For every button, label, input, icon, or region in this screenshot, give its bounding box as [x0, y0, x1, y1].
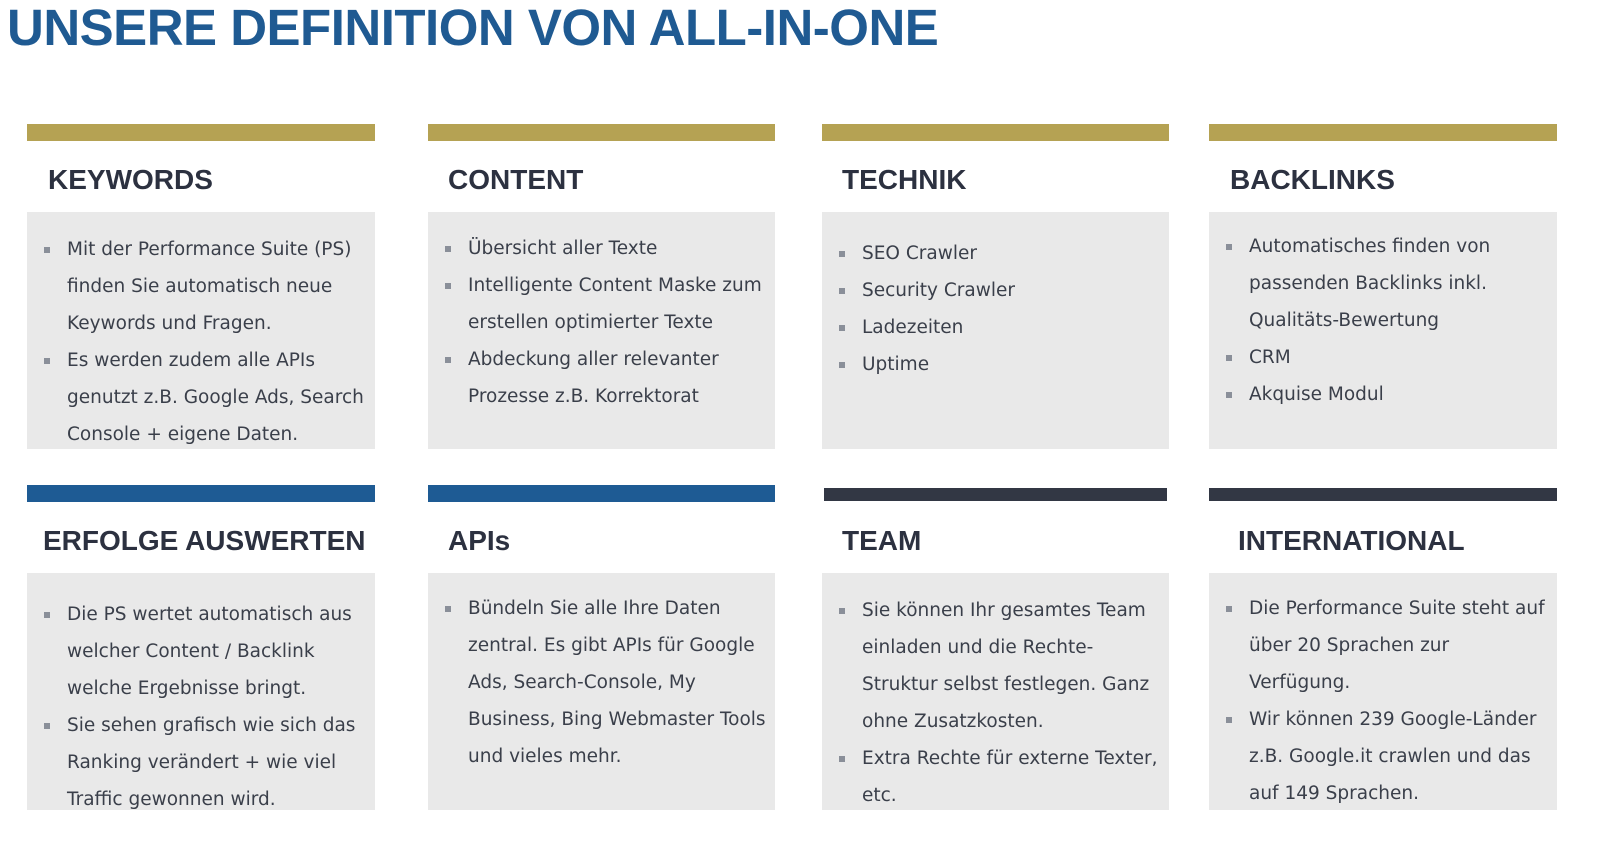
- bullet-list: [1225, 228, 1549, 413]
- square-bullet-icon: [44, 358, 50, 364]
- card-international: [1209, 485, 1557, 811]
- card-accent-bar: [27, 124, 375, 141]
- card-heading: BACKLINKS: [1230, 164, 1395, 195]
- card-body: [1209, 573, 1557, 810]
- square-bullet-icon: [1226, 244, 1232, 250]
- square-bullet-icon: [839, 756, 845, 762]
- card-apis: [428, 485, 775, 811]
- list-item: [43, 596, 367, 707]
- list-item: [838, 740, 1161, 814]
- card-erfolge-auswerten: [27, 485, 375, 811]
- list-item-text: Extra Rechte für externe Texter, etc.: [862, 748, 1158, 806]
- card-team: [822, 485, 1169, 811]
- card-accent-bar: [27, 485, 375, 502]
- list-item: [838, 309, 1161, 346]
- list-item: [1225, 228, 1549, 339]
- card-accent-bar: [428, 124, 775, 141]
- card-keywords: [27, 124, 375, 450]
- list-item-text: Sie sehen grafisch wie sich das Ranking verändert + wie viel Traffic gewonnen wird.: [67, 715, 356, 810]
- square-bullet-icon: [445, 246, 451, 252]
- card-body: [822, 212, 1169, 449]
- card-body: [428, 573, 775, 810]
- card-accent-bar: [1209, 124, 1557, 141]
- list-item: [1225, 376, 1549, 413]
- list-item: [1225, 701, 1549, 812]
- list-item: [444, 267, 767, 341]
- card-body: [27, 573, 375, 810]
- square-bullet-icon: [839, 251, 845, 257]
- card-accent-bar: [428, 485, 775, 502]
- list-item-text: Ladezeiten: [862, 317, 964, 338]
- card-accent-bar: [822, 124, 1169, 141]
- card-heading: CONTENT: [448, 164, 584, 195]
- card-heading: TEAM: [842, 525, 922, 556]
- card-technik: [822, 124, 1169, 450]
- square-bullet-icon: [839, 288, 845, 294]
- list-item-text: SEO Crawler: [862, 243, 977, 264]
- list-item-text: Übersicht aller Texte: [468, 238, 658, 259]
- card-content: [428, 124, 775, 450]
- list-item: [1225, 590, 1549, 701]
- list-item: [1225, 339, 1549, 376]
- card-accent-bar: [1209, 488, 1557, 501]
- list-item-text: Intelligente Content Maske zum erstellen optimierter Texte: [468, 275, 762, 333]
- square-bullet-icon: [1226, 606, 1232, 612]
- list-item-text: Bündeln Sie alle Ihre Daten zentral. Es gibt APIs für Google Ads, Search-Console, My Business, Bing Webmaster Tools und vieles mehr.: [468, 598, 766, 767]
- list-item-text: Die Performance Suite steht auf über 20 Sprachen zur Verfügung.: [1249, 598, 1545, 693]
- bullet-list: [838, 235, 1161, 383]
- bullet-list: [43, 596, 367, 818]
- list-item-text: Mit der Performance Suite (PS) finden Sie automatisch neue Keywords und Fragen.: [67, 239, 352, 334]
- list-item: [838, 346, 1161, 383]
- list-item: [43, 707, 367, 818]
- list-item: [838, 235, 1161, 272]
- bullet-list: [43, 231, 367, 453]
- square-bullet-icon: [44, 247, 50, 253]
- list-item-text: Akquise Modul: [1249, 384, 1384, 405]
- square-bullet-icon: [445, 357, 451, 363]
- list-item-text: CRM: [1249, 347, 1291, 368]
- card-body: [822, 573, 1169, 810]
- square-bullet-icon: [1226, 392, 1232, 398]
- card-accent-bar: [824, 488, 1167, 501]
- list-item-text: Wir können 239 Google-Länder z.B. Google.it crawlen und das auf 149 Sprachen.: [1249, 709, 1537, 804]
- list-item-text: Uptime: [862, 354, 930, 375]
- bullet-list: [444, 230, 767, 415]
- square-bullet-icon: [839, 608, 845, 614]
- list-item-text: Automatisches finden von passenden Backlinks inkl. Qualitäts-Bewertung: [1249, 236, 1491, 331]
- list-item-text: Sie können Ihr gesamtes Team einladen und die Rechte-Struktur selbst festlegen. Ganz ohne Zusatzkosten.: [862, 600, 1150, 732]
- list-item: [444, 230, 767, 267]
- bullet-list: [444, 590, 767, 775]
- square-bullet-icon: [44, 723, 50, 729]
- card-heading: KEYWORDS: [48, 164, 213, 195]
- list-item-text: Die PS wertet automatisch aus welcher Content / Backlink welche Ergebnisse bringt.: [67, 604, 352, 699]
- bullet-list: [838, 592, 1161, 814]
- card-heading: TECHNIK: [842, 164, 967, 195]
- bullet-list: [1225, 590, 1549, 812]
- list-item-text: Security Crawler: [862, 280, 1015, 301]
- square-bullet-icon: [44, 612, 50, 618]
- card-body: [1209, 212, 1557, 449]
- card-heading: INTERNATIONAL: [1238, 525, 1465, 556]
- square-bullet-icon: [445, 606, 451, 612]
- list-item-text: Es werden zudem alle APIs genutzt z.B. Google Ads, Search Console + eigene Daten.: [67, 350, 364, 445]
- square-bullet-icon: [1226, 355, 1232, 361]
- card-body: [27, 212, 375, 449]
- card-heading: ERFOLGE AUSWERTEN: [43, 525, 366, 556]
- square-bullet-icon: [839, 362, 845, 368]
- card-heading: APIs: [448, 525, 511, 556]
- list-item: [444, 341, 767, 415]
- list-item-text: Abdeckung aller relevanter Prozesse z.B. Korrektorat: [468, 349, 719, 407]
- square-bullet-icon: [445, 283, 451, 289]
- list-item: [838, 592, 1161, 740]
- square-bullet-icon: [1226, 717, 1232, 723]
- list-item: [43, 342, 367, 453]
- list-item: [838, 272, 1161, 309]
- square-bullet-icon: [839, 325, 845, 331]
- list-item: [444, 590, 767, 775]
- card-backlinks: [1209, 124, 1557, 450]
- list-item: [43, 231, 367, 342]
- page-title: UNSERE DEFINITION VON ALL-IN-ONE: [7, 0, 939, 56]
- card-body: [428, 212, 775, 449]
